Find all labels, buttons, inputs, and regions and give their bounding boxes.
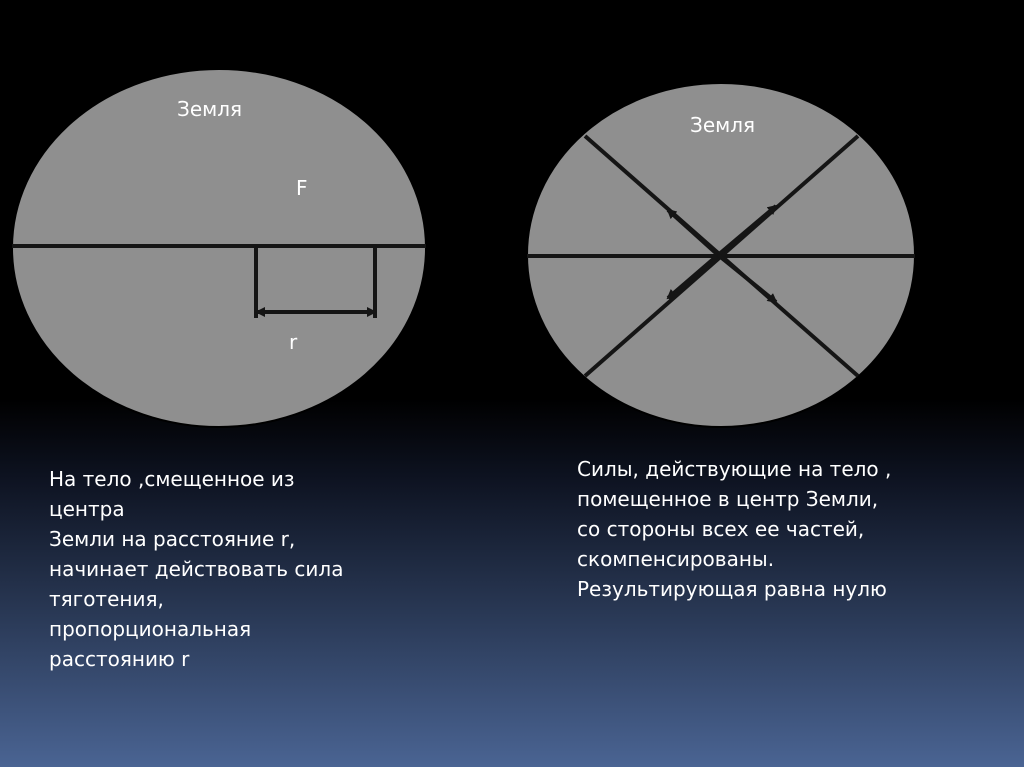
right-caption-line: Результирующая равна нулю	[577, 577, 887, 601]
left-caption-line: центра	[49, 497, 125, 521]
left-caption-line: тяготения,	[49, 587, 164, 611]
right-caption-line: со стороны всех ее частей,	[577, 517, 865, 541]
left-earth-diagram	[12, 69, 426, 427]
right-earth-label: Земля	[690, 113, 756, 137]
left-caption-line: начинает действовать сила	[49, 557, 344, 581]
force-label: F	[296, 176, 308, 200]
left-earth-label: Земля	[177, 97, 243, 121]
right-caption-line: помещенное в центр Земли,	[577, 487, 879, 511]
left-caption-line: расстоянию r	[49, 647, 190, 671]
distance-label: r	[289, 330, 298, 354]
right-caption-line: Силы, действующие на тело ,	[577, 457, 892, 481]
left-caption-line: Земли на расстояние r,	[49, 527, 296, 551]
right-earth-diagram	[527, 83, 915, 427]
right-caption-line: скомпенсированы.	[577, 547, 775, 571]
right-caption	[577, 454, 1007, 604]
left-caption-line: На тело ,смещенное из	[49, 467, 295, 491]
left-caption	[49, 464, 379, 674]
left-caption-line: пропорциональная	[49, 617, 252, 641]
